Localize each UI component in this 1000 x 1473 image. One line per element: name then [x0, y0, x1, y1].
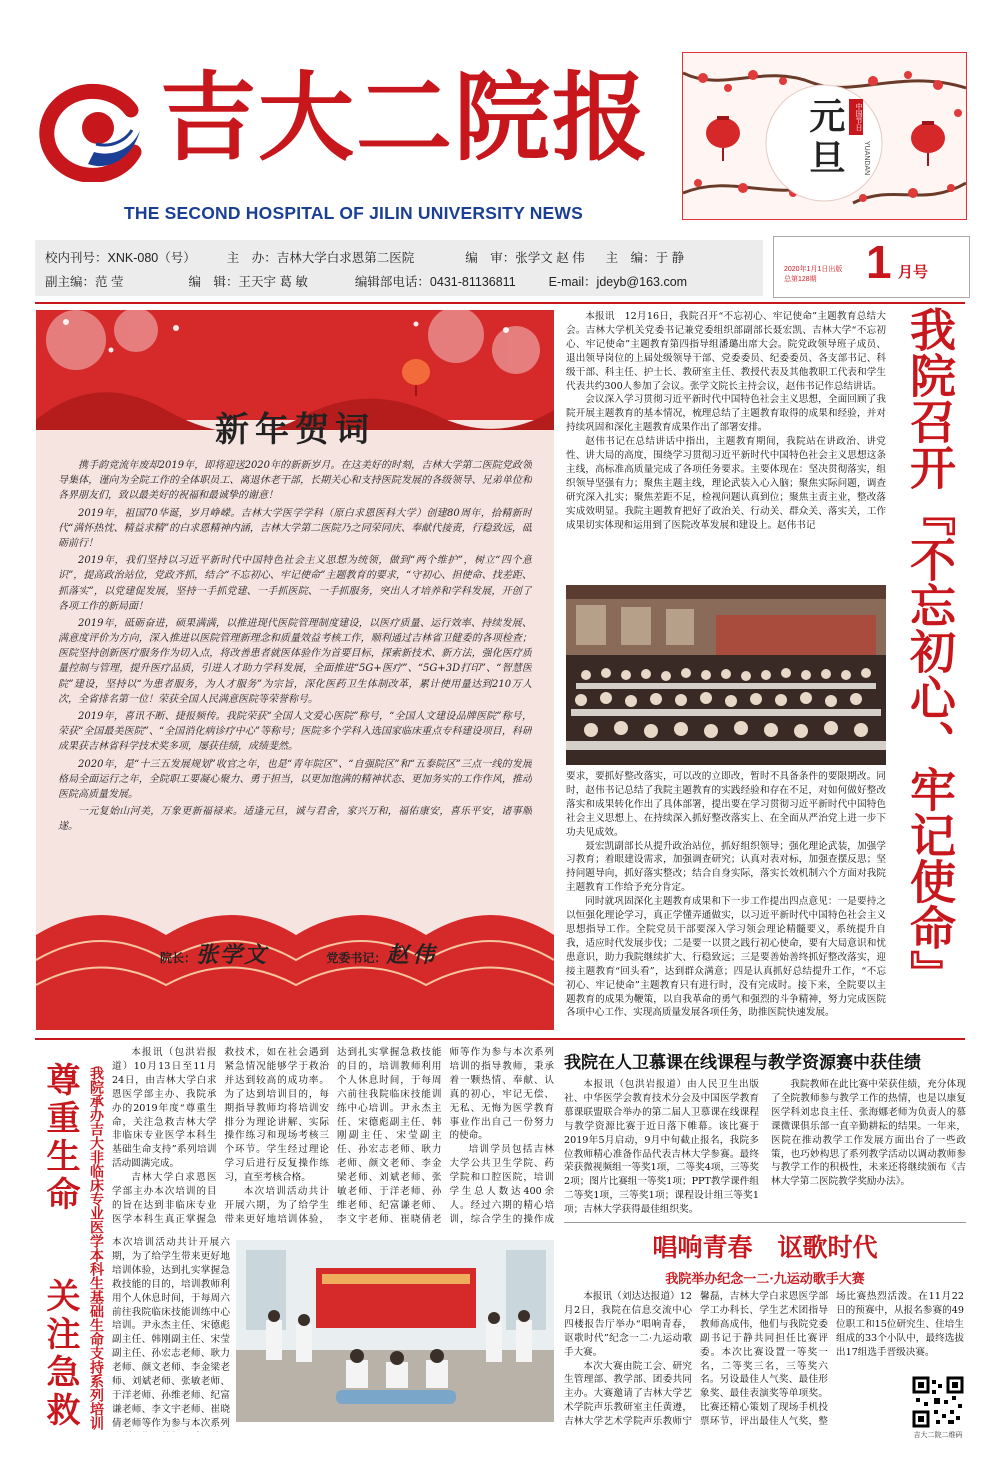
main-article-paragraph: 要求，要抓好整改落实，可以改的立即改，暂时不具备条件的要限期改。同时，赵伟书记总结了我院主题教育的实践经验和存在不足，对如何做好整改落实和成果转化作出了具体部署，提出要在学习贯彻习近平新时代中国特色社会主义思想上、在持续深入抓好整改落实上、在全面从严治党上进一步下功夫见成效。	[566, 771, 886, 838]
president-signature: 张学文	[196, 942, 269, 968]
qr-caption: 吉大二院二维码	[913, 1431, 963, 1439]
qr-code	[912, 1376, 964, 1428]
course-article-headline: 我院在人卫慕课在线课程与教学资源赛中获佳绩	[564, 1053, 921, 1073]
president-label: 院长：	[160, 951, 197, 965]
secretary-label: 党委书记：	[326, 951, 387, 965]
main-article-paragraph: 聂宏凯副部长从提升政治站位，抓好组织领导；强化理论武装，加强学习教育；着眼建设需求，加强调查研究；认真对表对标，加强查摆反思；坚持问题导向，抓好落实整改；结合自身实际，落实长效机制六个方面对我院主题教育工作给予充分肯定。	[566, 840, 886, 894]
festival-name: 元旦	[803, 97, 846, 181]
festival-pinyin: YUANDAN	[863, 141, 870, 176]
greeting-paragraph: 2019年，祖国70华诞，岁月峥嵘。吉林大学医学学科（原白求恩医科大学）创建80周年，拾精新时代“满怀热忱、精益求精”的白求恩精神内涵，吉林大学第二医院乃之同荣同庆、奉献代接责，行稳致远，砥砺前行！	[58, 507, 532, 549]
training-paragraph: 吉林大学白求恩医学部主办本次培训的目的旨在达到非临床专业医学本科生真正掌握急救技术，如在社会遇到紧急情况能够学于救治并达到较高的成功率。为了达到培训目的，每期指导教师均将培训安排分为理论讲解、实际操作练习和现场考核三个环节。学生经过理论学习后进行反复操作练习，直至考核合格。	[112, 1047, 329, 1225]
newspaper-title: 吉大二院报	[160, 61, 650, 174]
meeting-photo	[566, 585, 886, 765]
training-subtitle: 我院承办吉大非临床专业医学本科生基础生命支持系列培训	[88, 1066, 104, 1430]
training-article-body-top	[112, 1046, 554, 1232]
course-paragraph: 我院教师在此比赛中荣获佳绩，充分体现了全院教师参与教学工作的热情，也是以康复医学科刘忠良主任、张海娜老师为负责人的慕课微课俱乐部一直辛勤耕耘的结果。一年来，医院在推动教学工作发展方面出台了一些政策，也巧妙构思了系列教学活动以调动教师参与教学工作的积极性，未来还将继续颁布《吉林大学第二医院教学奖励办法》。	[771, 1079, 966, 1188]
info-row-2: 副主编：范 莹 编 辑：王天宇 葛 敏 编辑部电话：0431-81136811 E-mail：jdeyb@163.com	[45, 275, 688, 289]
main-article-part-2	[566, 770, 886, 1032]
hospital-logo	[36, 82, 146, 182]
header-rule	[35, 302, 965, 304]
greeting-body	[58, 458, 532, 934]
main-article-headline: 我院召开『不忘初心、牢记使命』	[903, 306, 957, 996]
song-paragraph: 本次大赛由院工会、研究生管理部、教学部、团委共同主办。大赛邀请了吉林大学艺术学院声乐教研室主任黄遵，吉林大学艺术学院声乐教师宁馨磊，吉林大学白求恩医学部学工办科长、学生艺术团指导教师高成伟，他们与我院党委副书记于静共同担任比赛评委。本次比赛设置一等奖一名，二等奖三名，三等奖六名。另设最佳人气奖、最佳形象奖、最佳表演奖等单项奖。比赛还精心策划了现场手机投票环节，评出最佳人气奖，整场比赛热烈活泼。在11月22日的预赛中，从报名参赛的49位职工和15位研究生、住培生组成的33个小队中，最终选拔出17组选手晋级决赛。	[564, 1291, 964, 1428]
song-article-headline: 唱响青春 讴歌时代	[652, 1233, 878, 1262]
publication-info-bar	[35, 240, 763, 296]
course-article-body	[564, 1078, 966, 1220]
greeting-paragraph: 一元复始山河美，万象更新福禄来。适逢元旦，诚与君舍，家兴万和，福佑康安，喜乐平安，诸事顺遂。	[58, 806, 532, 833]
greeting-paragraph: 2019年，我们坚持以习近平新时代中国特色社会主义思想为统领，做到“两个维护”，树立“四个意识”，提高政治站位，党政齐抓，结合“不忘初心、牢记使命”主题教育的要求，“守初心、担使命、找差距、抓落实”，以党建促发展，坚持一手抓党建、一手抓医院、一手抓服务，突出人才培养和学科发展，开创了各项工作的新局面！	[58, 555, 532, 612]
course-divider	[564, 1222, 966, 1223]
main-article-paragraph: 同时就巩固深化主题教育成果和下一步工作提出四点意见：一是要持之以恒强化理论学习，真正学懂弄通做实，以习近平新时代中国特色社会主义思想指导工作。全院党员干部要深入学习领会理论精髓要义，系统提升自我，适应时代发展步伐；二是要一以贯之践行初心使命，要有大局意识和忧患意识，助力我院继续扩大、行稳致远；三是要善始善终抓好整改落实，迎接主题教育“回头看”，达到群众满意；四是认真抓好总结提升工作，“不忘初心、牢记使命”主题教育只有进行时，没有完成时。接下来，全院要以主题教育的成果为鞭策，以自我革命的勇气和强烈的斗争精神，努力完成医院各项中心工作、实现高质量发展各项任务，助推医院快速发展。	[566, 896, 886, 1019]
training-heading-2: 关注急救	[40, 1278, 80, 1430]
training-paragraph: 本次培训活动共计开展六期，为了给学生带来更好地培训体验，达到扎实掌握急救技能的目的，培训教师利用个人休息时间，于每周六前往我院临床技能训练中心培训。尹永杰主任、宋德彪副主任、韩刚副主任、宋莹副主任、孙宏志老师、耿力老师、颜文老师、李金梁老师、刘斌老师、张敏老师、于洋老师、孙维老师、纪富谦老师、李文宇老师、崔晓倩老师等作为参与本次系列培训的指导教师，秉承着一颗热情、奉献、认真的初心，牢记无偿、无私、无悔为医学教育事业作出自己一份努力的使命。	[224, 1047, 554, 1225]
song-article-body	[564, 1290, 964, 1438]
training-paragraph: 培训学员包括吉林大学公共卫生学院、药学院和口腔医院，培训学生总人数达400余人。经过六期的精心培训，综合学生的操作成	[449, 1144, 554, 1225]
greeting-paragraph: 2019年，砥砺奋进，硕果满满，以推进现代医院管理制度建设，以医疗质量、运行效率、持续发展、满意度评价为方向，深入推进以医院管理新理念和质量效益考核工作，顺利通过吉林省卫健委的各项检查；医院坚持创新医疗服务作为切入点，将改善患者就医体验作为首要目标，探索新技术、新方法，强化医疗质量控制与管理，提升医疗品质，引进人才助力学科发展，全面推进“5G+医疗”、“5G+3D打印”、“智慧医院”建设，坚持以“为患者服务，为人才服务”为宗旨，深化医药卫生体制改革，累计使用量达到210万人次，全省排名第一位！荣获全国人民满意医院等荣誉称号。	[58, 617, 532, 705]
greeting-paragraph: 携手韵竞流年废却2019年，即将迎送2020年的新新岁月。在这美好的时刻，吉林大学第二医院党政领导集体，谨向为全院工作的全体职员工、离退休老干部，长期关心和支持医院发展的各级领导、兄弟单位和各界朋友们，致以最美好的祝福和最诚挚的谢意！	[58, 460, 532, 502]
new-year-emblem	[682, 52, 967, 220]
greeting-paragraph: 2019年，喜讯不断、捷报频传。我院荣获“全国人文爱心医院”称号，“全国人文建设品牌医院”称号，荣获“全国最美医院”、“全国消化病诊疗中心”等称号；医院多个学科入选国家临床重点专科建设项目，科研成果获吉林省科学技术奖多项，屡获佳绩，成绩斐然。	[58, 711, 532, 753]
main-article-part-1	[566, 310, 886, 580]
greeting-signatures	[160, 938, 438, 969]
greeting-title: 新年贺词	[215, 410, 375, 450]
training-article-body-left	[112, 1236, 230, 1432]
festival-stamp: 中国节日	[849, 99, 863, 135]
greeting-paragraph: 2020年，是“十三五发展规划”收官之年，也是“青年院区”、“自强院区”和“五泰院区”三点一线的发展格局全面运行之年，全院职工要凝心聚力、勇于担当，以更加饱满的精神状态、更加务实的工作作风，推动医院高质量发展。	[58, 758, 532, 800]
issue-month-suffix: 月号	[898, 263, 929, 281]
main-article-paragraph: 本报讯 12月16日，我院召开“不忘初心、牢记使命”主题教育总结大会。吉林大学机关党委书记兼党委组织部副部长聂宏凯、吉林大学“不忘初心、牢记使命”主题教育第四指导组潘璐出席大会。院党政领导班子成员、退出领导岗位的上届处级领导干部、党委委员、纪委委员、各支部书记、科级干部、科主任、护士长、教研室主任、教授代表及其他教职工代表和学生代表共约300人参加了会议。张学文院长主持会议，赵伟书记作总结讲话。	[566, 311, 886, 392]
training-paragraph-continued: 本次培训活动共计开展六期，为了给学生带来更好地培训体验，达到扎实掌握急救技能的目的，培训教师利用个人休息时间，于每周六前往我院临床技能训练中心培训。尹永杰主任、宋德彪副主任、韩刚副主任、宋莹副主任、孙宏志老师、耿力老师、颜文老师、李金梁老师、刘斌老师、张敏老师、于洋老师、孙维老师、纪富谦老师、李文宇老师、崔晓倩老师等作为参与本次系列	[112, 1237, 230, 1429]
course-paragraph: 本报讯（包洪岩报道）由人民卫生出版社、中华医学会教育技术分会及中国医学教育慕课联盟联合举办的第二届人卫慕课在线课程与教学资源比赛于近日落下帷幕。该比赛于2019年5月启动，9月中旬截止报名，我院多位教师精心准备作品代表吉林大学参赛。最终荣获微视频组一等奖1项，二等奖4项，三等奖2项；图片比赛组一等奖1项；PPT教学课件组二等奖1项，三等奖1项；课程设计组三等奖1项；吉林大学获得最佳组织奖。	[564, 1079, 759, 1216]
issue-month-number: 1	[866, 236, 892, 288]
new-year-greeting	[36, 310, 554, 1030]
main-article-paragraph: 会议深入学习贯彻习近平新时代中国特色社会主义思想，全面回顾了我院开展主题教育的基本情况，梳理总结了主题教育取得的成果和经验，并对持续巩固和深化主题教育成果作出了部署安排。	[566, 394, 886, 434]
training-paragraph: 本报讯（包洪岩报道）10月13日至11月24日，由吉林大学白求恩医学部主办、我院承办的2019年度“尊重生命，关注急救吉林大学非临床专业医学本科生基础生命支持”系列培训活动圆满完成。	[112, 1047, 217, 1170]
training-photo	[236, 1240, 554, 1422]
newspaper-english-title: THE SECOND HOSPITAL OF JILIN UNIVERSITY NEWS	[124, 203, 583, 223]
info-row-1: 校内刊号：XNK-080（号） 主 办：吉林大学白求恩第二医院 编 审：张学文 赵 伟 主 编：于 静	[45, 251, 685, 265]
song-article-subheadline: 我院举办纪念一二·九运动歌手大赛	[665, 1272, 865, 1287]
issue-date: 2020年1月1日出版	[784, 266, 843, 273]
main-article-paragraph: 赵伟书记在总结讲话中指出，主题教育期间，我院站在讲政治、讲党性、讲大局的高度，围绕学习贯彻习近平新时代中国特色社会主义思想这条主线，高标准高质量完成了各项任务要求。主要体现在：坚决贯彻落实，组织领导坚强有力；聚焦主题主线，理论武装入心入脑；聚焦实际问题，调查研究深入扎实；聚焦差距不足，检视问题认真到位；聚焦主责主业，整改落实成效明显。我院主题教育把好了政治关、行动关、群众关、落实关，工作成果切实体现和运用到了医院改革发展和建设上。赵伟书记	[566, 436, 886, 531]
secretary-signature: 赵伟	[386, 942, 439, 968]
mid-rule	[35, 1038, 965, 1040]
issue-total: 总第128期	[784, 276, 817, 283]
training-heading-1: 尊重生命	[40, 1062, 80, 1214]
song-paragraph: 本报讯（刘达达报道）12月2日，我院在信息交流中心四楼报告厅举办“唱响青春，讴歌时代”纪念一二·九运动歌手大赛。	[564, 1291, 692, 1358]
issue-box	[773, 236, 970, 298]
